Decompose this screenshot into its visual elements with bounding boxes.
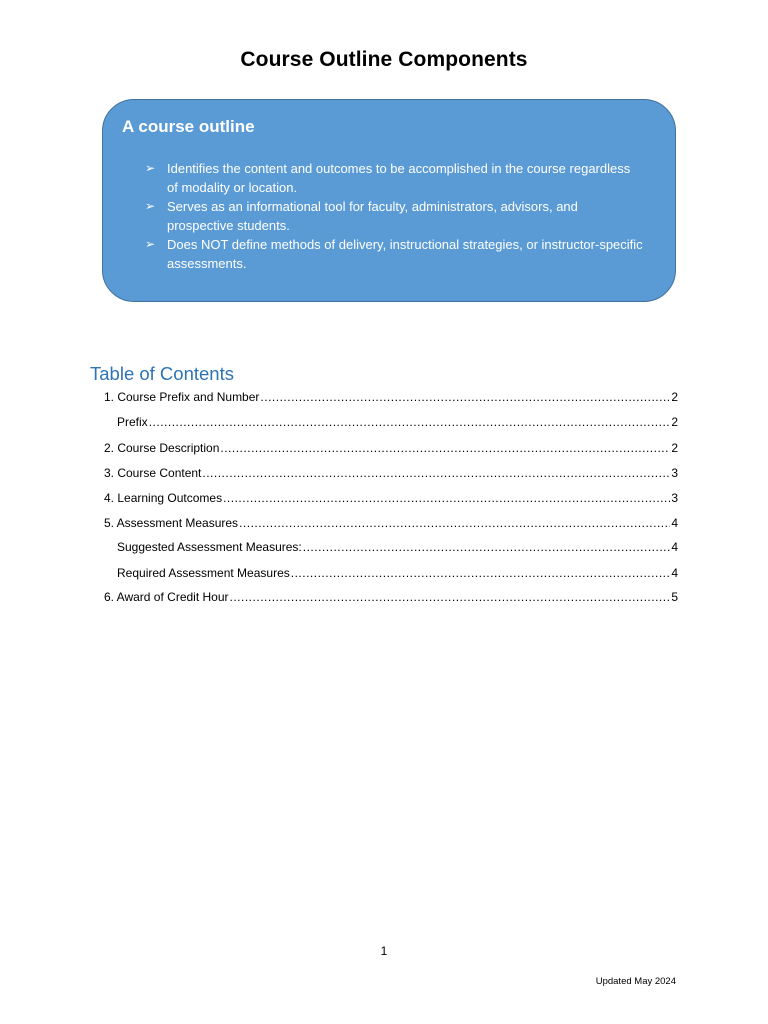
toc-page-number: 2: [671, 441, 678, 455]
toc-page-number: 4: [671, 540, 678, 554]
toc-entry-title: 3. Course Content: [104, 466, 202, 480]
arrowhead-bullet-icon: ➢: [145, 237, 156, 251]
toc-entry-title: Required Assessment Measures: [117, 566, 290, 580]
callout-bullet-item: [103, 235, 677, 273]
toc-entry-course-description[interactable]: [104, 438, 678, 458]
toc-entry-assessment-measures[interactable]: [104, 513, 678, 533]
callout-bullet-item: [103, 197, 677, 235]
toc-heading: Table of Contents: [90, 363, 234, 384]
toc-dot-leader: [239, 513, 670, 533]
arrowhead-bullet-icon: ➢: [145, 161, 156, 175]
toc-dot-leader: [220, 438, 670, 458]
toc-dot-leader: [291, 563, 671, 583]
toc-entry-title: 6. Award of Credit Hour: [104, 590, 229, 604]
toc-dot-leader: [303, 537, 671, 557]
toc-entry-prefix[interactable]: [117, 412, 678, 432]
callout-bullet-text: Identifies the content and outcomes to be accomplished in the course regardless of modality or location.: [167, 161, 631, 195]
callout-bullet-text: Serves as an informational tool for faculty, administrators, advisors, and prospective students.: [167, 199, 578, 233]
toc-entry-course-content[interactable]: [104, 463, 678, 483]
toc-entry-learning-outcomes[interactable]: [104, 488, 678, 508]
toc-page-number: 5: [671, 590, 678, 604]
toc-page-number: 3: [671, 466, 678, 480]
toc-entry-title: Suggested Assessment Measures:: [117, 540, 302, 554]
toc-entry-title: 1. Course Prefix and Number: [104, 390, 260, 404]
toc-entry-title: 4. Learning Outcomes: [104, 491, 223, 505]
callout-bullet-text: Does NOT define methods of delivery, instructional strategies, or instructor-specific assessments.: [167, 237, 643, 271]
callout-bullet-list: [103, 159, 677, 273]
toc-page-number: 3: [671, 491, 678, 505]
course-outline-callout: [102, 99, 676, 302]
arrowhead-bullet-icon: ➢: [145, 199, 156, 213]
toc-entry-suggested-assessment-measures[interactable]: [117, 537, 678, 557]
toc-entry-title: 2. Course Description: [104, 441, 220, 455]
toc-page-number: 4: [671, 566, 678, 580]
callout-bullet-item: [103, 159, 677, 197]
toc-entry-award-of-credit-hour[interactable]: [104, 587, 678, 607]
toc-entry-title: Prefix: [117, 415, 148, 429]
toc-page-number: 4: [671, 516, 678, 530]
toc-entry-required-assessment-measures[interactable]: [117, 563, 678, 583]
toc-dot-leader: [230, 587, 671, 607]
toc-dot-leader: [223, 488, 670, 508]
toc-entry-course-prefix-and-number[interactable]: [104, 387, 678, 407]
toc-dot-leader: [202, 463, 670, 483]
toc-entry-title: 5. Assessment Measures: [104, 516, 239, 530]
page-title: Course Outline Components: [240, 48, 528, 71]
toc-page-number: 2: [671, 415, 678, 429]
page-number: 1: [380, 944, 388, 958]
toc-dot-leader: [149, 412, 671, 432]
toc-dot-leader: [260, 387, 670, 407]
callout-heading: A course outline: [122, 117, 255, 136]
toc-page-number: 2: [671, 390, 678, 404]
updated-date-note: Updated May 2024: [595, 976, 676, 987]
